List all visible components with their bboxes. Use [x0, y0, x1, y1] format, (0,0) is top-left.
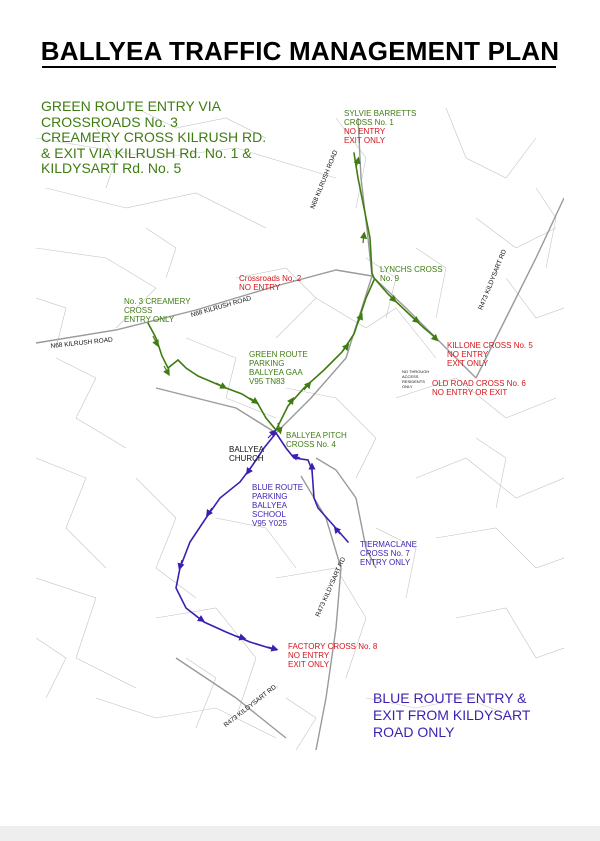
road-label-r473-ne: R473 KILDYSART RD [477, 248, 509, 311]
blue-parking-4: SCHOOL [252, 510, 286, 519]
no-through-2: ACCESS [402, 374, 419, 379]
road-label-r473-south: R473 KILDYSART RD. [222, 682, 280, 729]
green-parking-3: BALLYEA GAA [249, 368, 303, 377]
creamery-1: No. 3 CREAMERY [124, 297, 191, 306]
no-through-4: ONLY [402, 384, 413, 389]
killone-name: KILLONE CROSS No. 5 [447, 341, 533, 350]
sylvie-restrict-1: NO ENTRY [344, 127, 386, 136]
killone-restrict-2: EXIT ONLY [447, 359, 489, 368]
old-road-cross-label [432, 379, 526, 397]
road-label-n68-west: N68 KILRUSH ROAD [50, 336, 114, 350]
green-note-line-5: KILDYSART Rd. No. 5 [41, 160, 182, 176]
factory-name: FACTORY CROSS No. 8 [288, 642, 378, 651]
sylvie-restrict-2: EXIT ONLY [344, 136, 386, 145]
green-note-line-4: & EXIT VIA KILRUSH Rd. No. 1 & [41, 144, 252, 161]
blue-route [176, 433, 348, 650]
lynchs-1: LYNCHS CROSS [380, 265, 443, 274]
factory-restrict-1: NO ENTRY [288, 651, 330, 660]
green-note-line-3: CREAMERY CROSS KILRUSH RD. [41, 129, 267, 145]
road-label-n68-north: N68 KILRUSH ROAD [309, 149, 340, 210]
blue-parking-3: BALLYEA [252, 501, 287, 510]
tiermaclane-1: TIERMACLANE [360, 540, 417, 549]
ballyea-pitch-cross-label [286, 431, 347, 449]
sylvie-name-1: SYLVIE BARRETTS [344, 109, 417, 118]
lynchs-2: No. 9 [380, 274, 400, 283]
oldroad-1: OLD ROAD CROSS No. 6 [432, 379, 526, 388]
tiermaclane-cross-label [360, 540, 417, 567]
green-note-line-1: GREEN ROUTE ENTRY VIA [41, 98, 221, 114]
sylvie-restriction [344, 127, 385, 145]
blue-parking-2: PARKING [252, 492, 288, 501]
creamery-2: CROSS [124, 306, 153, 315]
green-parking-1: GREEN ROUTE [249, 350, 308, 359]
blue-parking-5: V95 Y025 [252, 519, 287, 528]
factory-cross-label [288, 642, 377, 669]
blue-parking-1: BLUE ROUTE [252, 483, 304, 492]
creamery-cross-label [124, 297, 191, 324]
road-label-n68-mid: N68 KILRUSH ROAD [190, 295, 253, 319]
blue-note-line-1: BLUE ROUTE ENTRY & [373, 690, 527, 706]
green-route-note [41, 99, 266, 177]
blue-route-note [373, 690, 530, 741]
church-1: BALLYEA [229, 445, 264, 454]
blue-parking-label [252, 483, 303, 528]
page-title: BALLYEA TRAFFIC MANAGEMENT PLAN [40, 36, 560, 66]
pitch-1: BALLYEA PITCH [286, 431, 347, 440]
sylvie-name-2: CROSS No. 1 [344, 118, 394, 127]
blue-arrows [180, 432, 340, 649]
green-parking-label [249, 350, 308, 386]
tiermaclane-3: ENTRY ONLY [360, 558, 411, 567]
pitch-2: CROSS No. 4 [286, 440, 336, 449]
factory-restrict-2: EXIT ONLY [288, 660, 330, 669]
lynchs-cross-label [380, 265, 443, 283]
ballyea-church-label [229, 445, 264, 463]
green-parking-4: V95 TN83 [249, 377, 285, 386]
crossroads2-label [239, 274, 301, 292]
blue-note-line-2: EXIT FROM KILDYSART [373, 707, 531, 723]
crossroads2-restrict: NO ENTRY [239, 283, 281, 292]
crossroads2-name: Crossroads No. 2 [239, 274, 302, 283]
no-through-1: NO THROUGH [402, 369, 430, 374]
green-parking-2: PARKING [249, 359, 285, 368]
sylvie-barretts-label [344, 109, 416, 127]
no-through-access-label [402, 369, 429, 389]
no-through-3: RESIDENTS [402, 379, 425, 384]
bottom-strip [0, 826, 600, 841]
tiermaclane-2: CROSS No. 7 [360, 549, 410, 558]
killone-cross-label [447, 341, 533, 368]
church-2: CHURCH [229, 454, 264, 463]
title-underline [42, 66, 556, 68]
road-label-r473-mid: R473 KILDYSART RD [314, 556, 348, 618]
blue-note-line-3: ROAD ONLY [373, 724, 455, 740]
killone-restrict-1: NO ENTRY [447, 350, 489, 359]
creamery-3: ENTRY ONLY [124, 315, 175, 324]
green-note-line-2: CROSSROADS No. 3 [41, 113, 178, 130]
oldroad-2: NO ENTRY OR EXIT [432, 388, 508, 397]
